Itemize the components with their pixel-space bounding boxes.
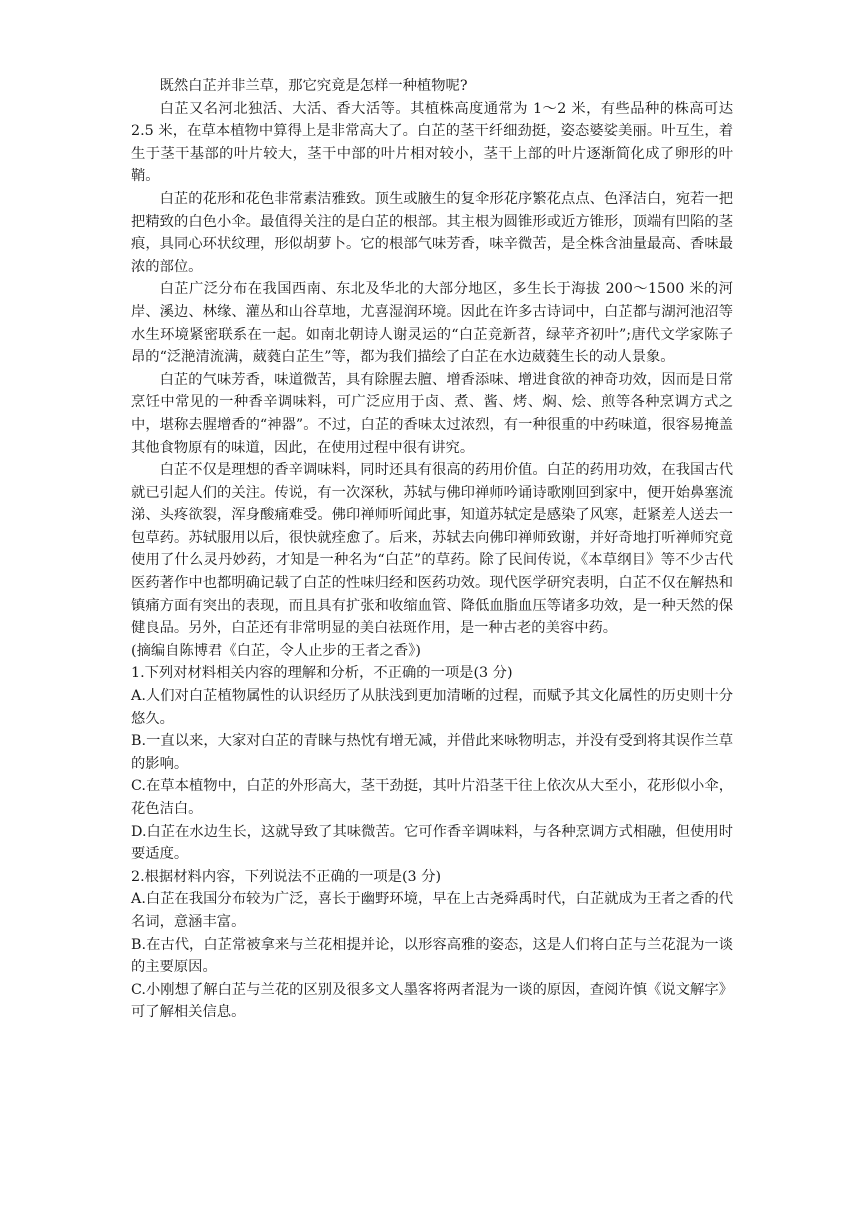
question-1-stem: 1.下列对材料相关内容的理解和分析，不正确的一项是(3 分) xyxy=(131,665,513,682)
question-1-option-b: B.一直以来，大家对白芷的青睐与热忱有增无减，并借此来咏物明志，并没有受到将其误作兰草的影响。 xyxy=(131,733,733,772)
question-2-option-c: C.小刚想了解白芷与兰花的区别及很多文人墨客将两者混为一谈的原因，查阅许慎《说文解字》可了解相关信息。 xyxy=(131,981,733,1021)
question-2-option-a: A.白芷在我国分布较为广泛，喜长于幽野环境，早在上古尧舜禹时代，白芷就成为王者之香的代名词，意涵丰富。 xyxy=(131,891,733,930)
question-2-stem: 2.根据材料内容，下列说法不正确的一项是(3 分) xyxy=(131,868,442,885)
paragraph-morphology: 白芷又名河北独活、大活、香大活等。其植株高度通常为 1～2 米，有些品种的株高可达 2.5 米，在草本植物中算得上是非常高大了。白芷的茎干纤细劲挺，姿态婆娑美丽。叶互生，着生于茎干基部的叶片较大，茎干中部的叶片相对较小，茎干上部的叶片逐渐简化成了卵形的叶鞘。 xyxy=(131,100,733,185)
question-2-option-b: B.在古代，白芷常被拿来与兰花相提并论，以形容高雅的姿态，这是人们将白芷与兰花混为一谈的主要原因。 xyxy=(131,936,733,976)
paragraph-flower-root: 白芷的花形和花色非常素洁雅致。顶生或腋生的复伞形花序繁花点点、色泽洁白，宛若一把把精致的白色小伞。最值得关注的是白芷的根部。其主根为圆锥形或近方锥形，顶端有凹陷的茎痕，具同心环状纹理，形似胡萝卜。它的根部气味芳香，味辛微苦，是全株含油量最高、香味最浓的部位。 xyxy=(131,190,733,275)
source-citation: (摘编自陈博君《白芷，令人止步的王者之香》) xyxy=(131,642,421,659)
paragraph-intro: 既然白芷并非兰草，那它究竟是怎样一种植物呢? xyxy=(159,78,468,94)
question-1-option-a: A.人们对白芷植物属性的认识经历了从肤浅到更加清晰的过程，而赋予其文化属性的历史则十分悠久。 xyxy=(131,688,733,727)
paragraph-medicine: 白芷不仅是理想的香辛调味料，同时还具有很高的药用价值。白芷的药用功效，在我国古代就已引起人们的关注。传说，有一次深秋，苏轼与佛印禅师吟诵诗歌刚回到家中，便开始鼻塞流涕、头疼欲裂，浑身酸痛难受。佛印禅师听闻此事，知道苏轼定是感染了风寒，赶紧差人送去一包草药。苏轼服用以后，很快就痊愈了。后来，苏轼去向佛印禅师致谢，并好奇地打听禅师究竟使用了什么灵丹妙药，才知是一种名为“白芷”的草药。除了民间传说，《本草纲目》等不少古代医药著作中也都明确记载了白芷的性味归经和医药功效。现代医学研究表明，白芷不仅在解热和镇痛方面有突出的表现，而且具有扩张和收缩血管、降低血脂血压等诸多功效，是一种天然的保健良品。另外，白芷还有非常明显的美白祛斑作用，是一种古老的美容中药。 xyxy=(131,462,733,637)
question-1-option-c: C.在草本植物中，白芷的外形高大，茎干劲挺，其叶片沿茎干往上依次从大至小，花形似小伞，花色洁白。 xyxy=(131,778,733,817)
paragraph-distribution: 白芷广泛分布在我国西南、东北及华北的大部分地区，多生长于海拔 200～1500 米的河岸、溪边、林缘、灌丛和山谷草地，尤喜湿润环境。因此在许多古诗词中，白芷都与湖河池沼等水生环境紧密联系在一起。如南北朝诗人谢灵运的“白芷竞新苕，绿苹齐初叶”;唐代文学家陈子昂的“泛滟清流满，葳蕤白芷生”等，都为我们描绘了白芷在水边葳蕤生长的动人景象。 xyxy=(131,281,733,366)
paragraph-flavor: 白芷的气味芳香，味道微苦，具有除腥去膻、增香添味、增进食欲的神奇功效，因而是日常烹饪中常见的一种香辛调味料，可广泛应用于卤、煮、酱、烤、焖、烩、煎等各种烹调方式之中，堪称去腥增香的“神器”。不过，白芷的香味太过浓烈，有一种很重的中药味道，很容易掩盖其他食物原有的味道，因此，在使用过程中很有讲究。 xyxy=(131,371,733,456)
document-page xyxy=(131,75,733,1024)
question-1-option-d: D.白芷在水边生长，这就导致了其味微苦。它可作香辛调味料，与各种烹调方式相融，但使用时要适度。 xyxy=(131,823,733,863)
